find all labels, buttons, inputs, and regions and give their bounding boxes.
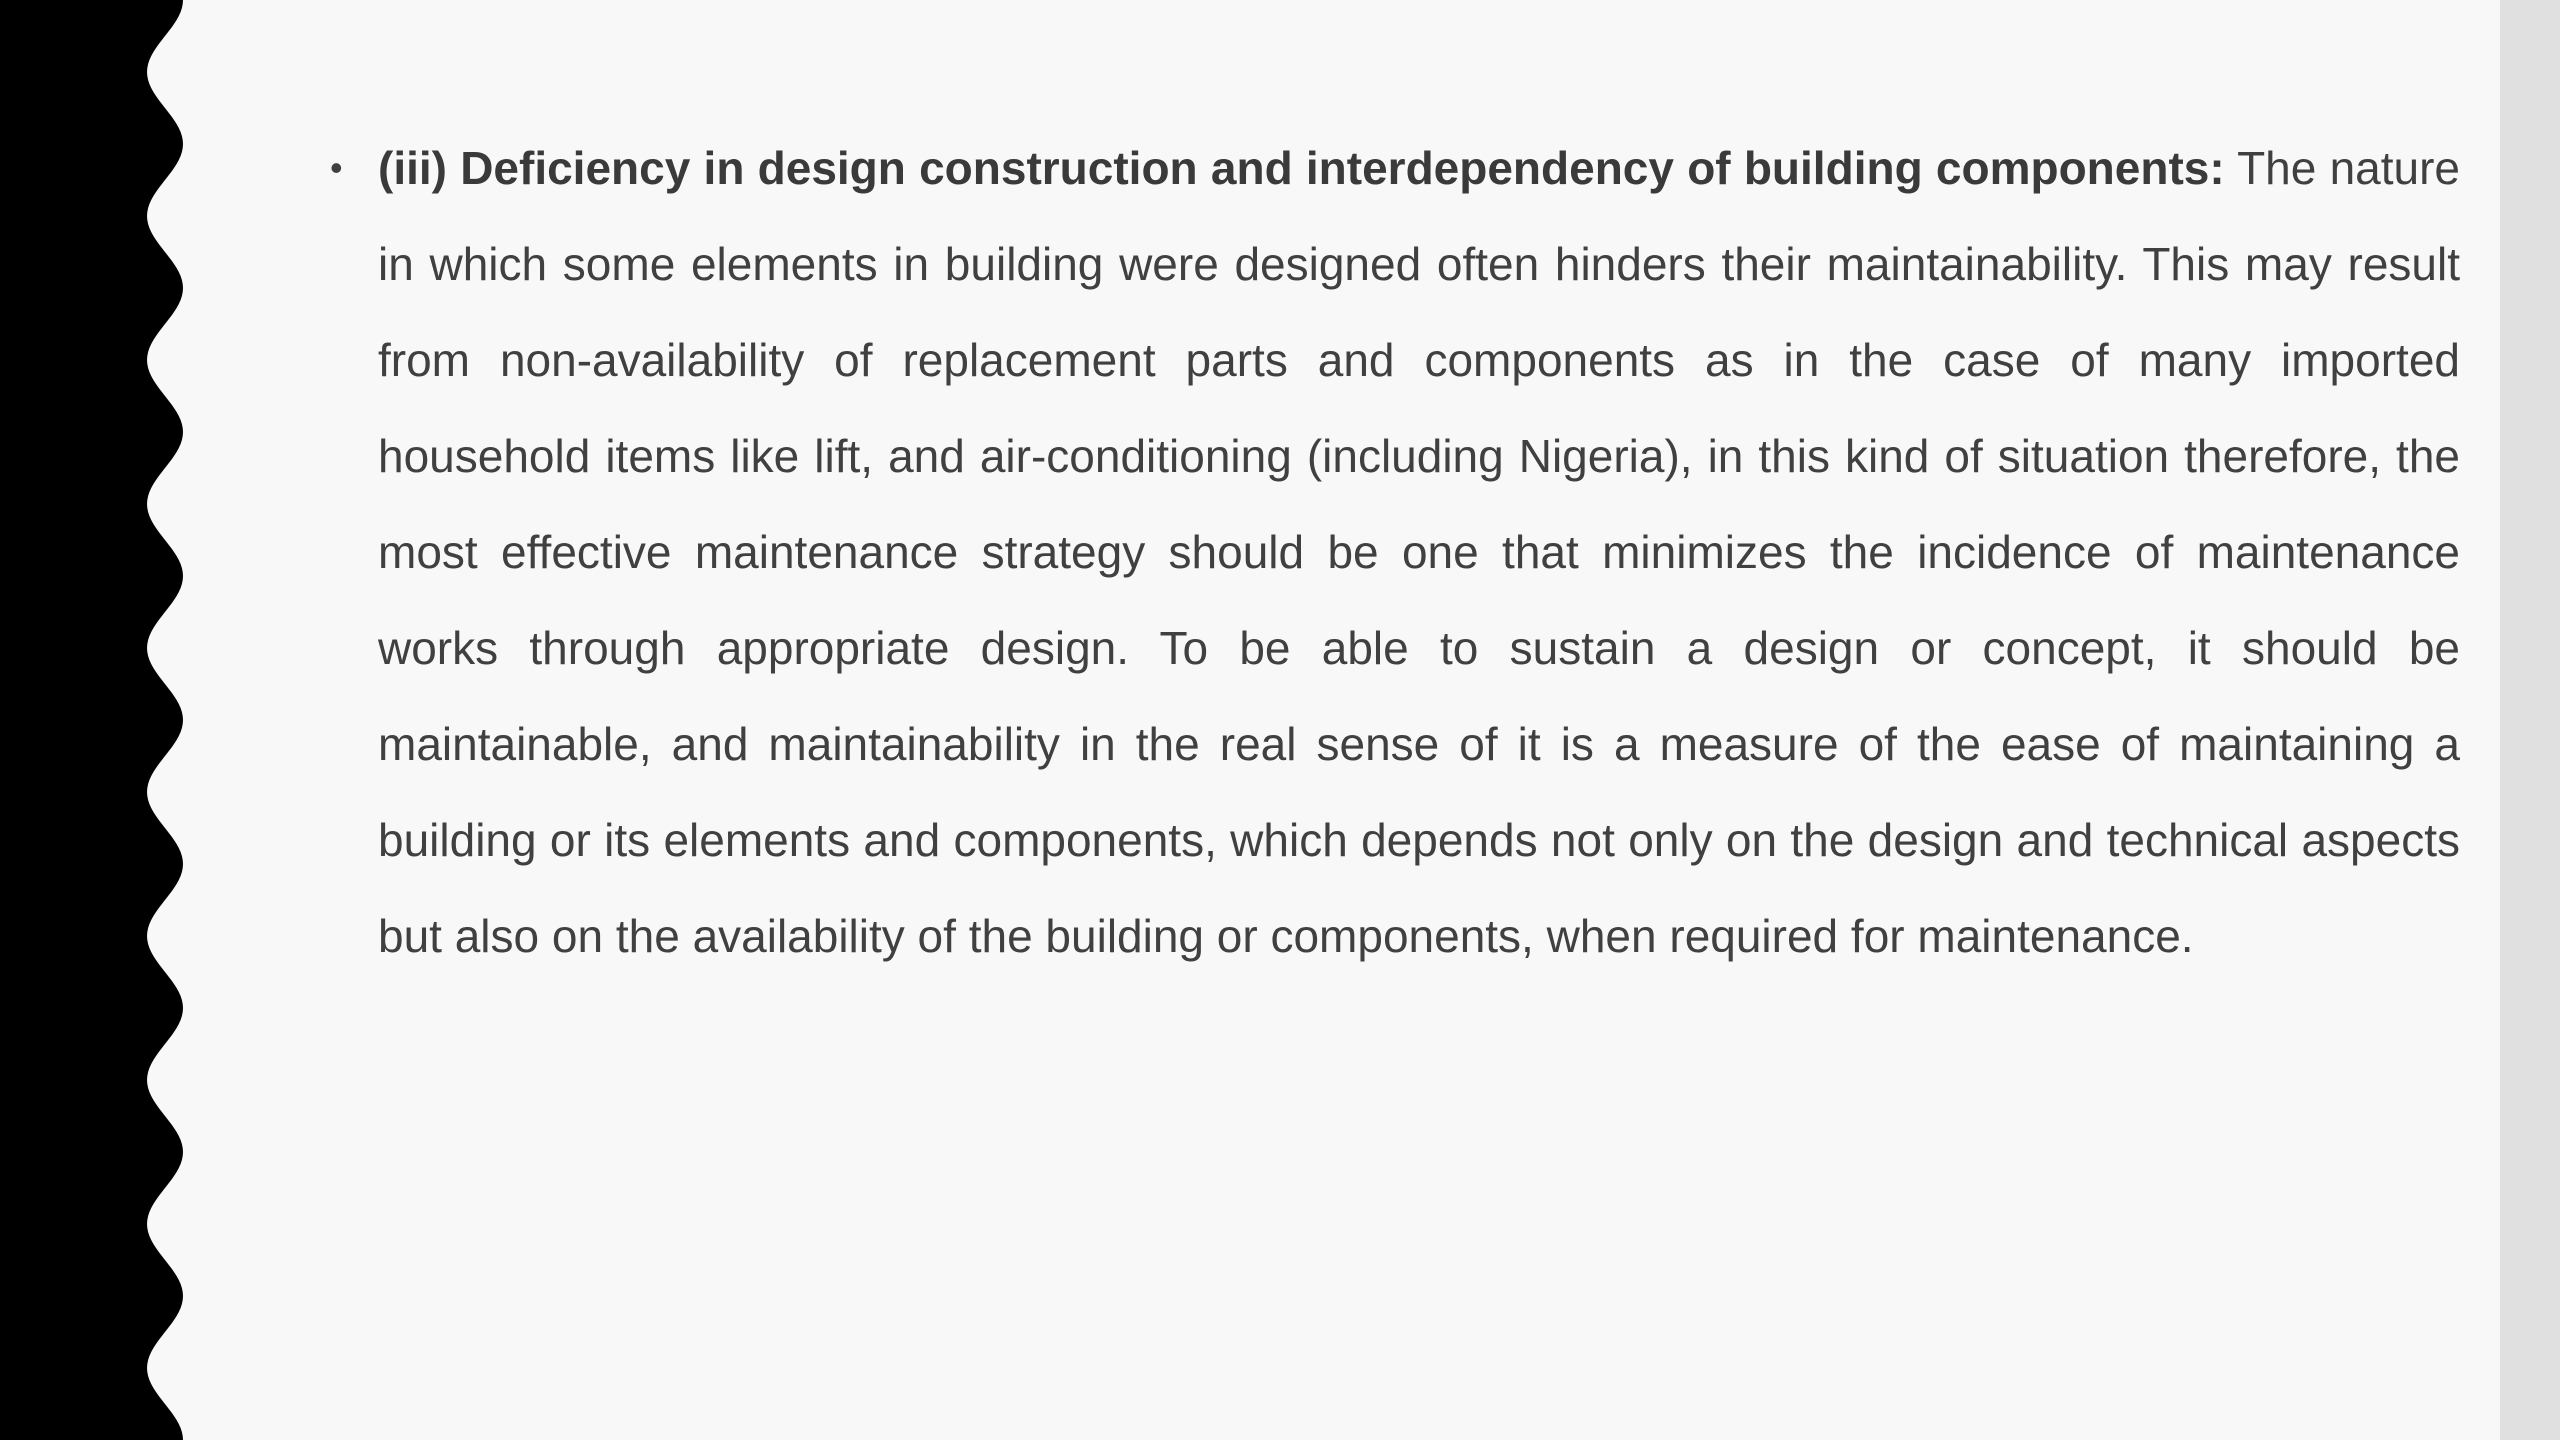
bullet-heading: (iii) Deficiency in design construction and interdependency of building components: bbox=[378, 142, 2225, 194]
bullet-paragraph bbox=[378, 120, 2460, 984]
wavy-left-border bbox=[0, 0, 200, 1440]
bullet-body: The nature in which some elements in building were designed often hinders their maintainability. This may result from non-availability of replacement parts and components as in the case of many imported household items like lift, and air-conditioning (including Nigeria), in this kind of situation therefore, the most effective maintenance strategy should be one that minimizes the incidence of maintenance works through appropriate design. To be able to sustain a design or concept, it should be maintainable, and maintainability in the real sense of it is a measure of the ease of maintaining a building or its elements and components, which depends not only on the design and technical aspects but also on the availability of the building or components, when required for maintenance. bbox=[378, 142, 2460, 962]
bullet-item bbox=[330, 120, 2460, 984]
bullet-marker: • bbox=[330, 147, 343, 188]
slide-content bbox=[330, 120, 2460, 984]
right-edge-strip bbox=[2500, 0, 2560, 1440]
